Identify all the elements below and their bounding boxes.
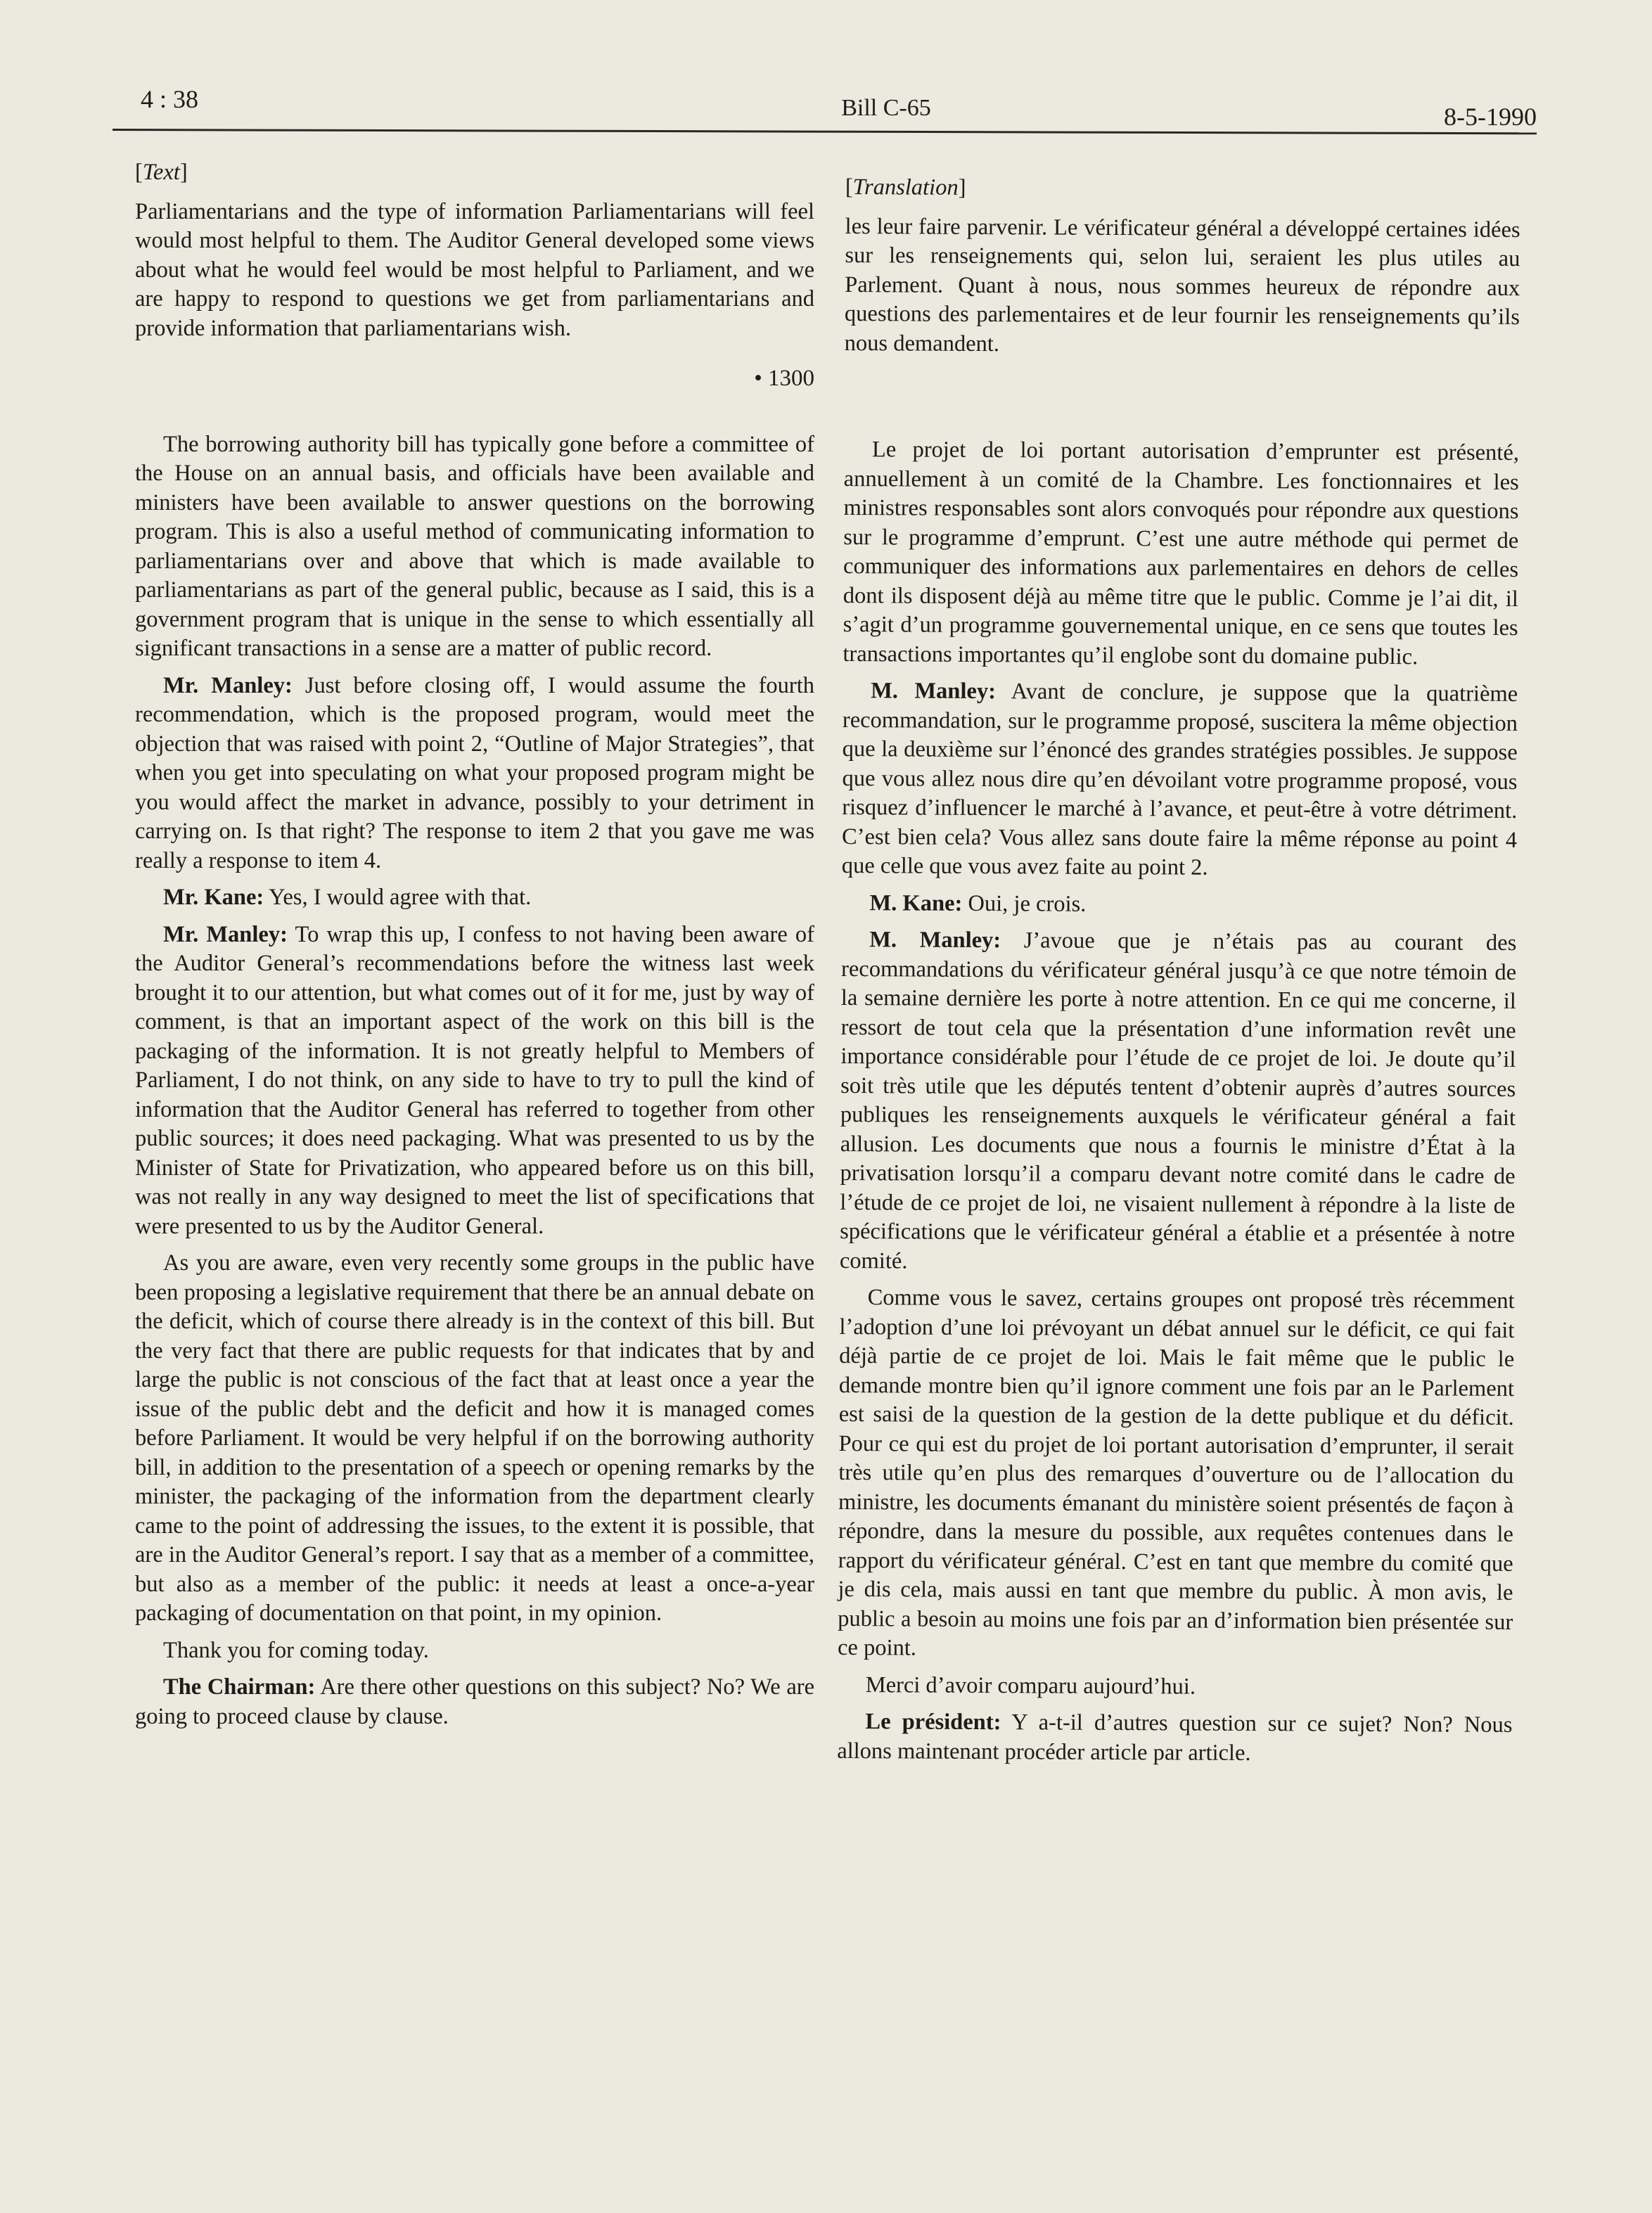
speaker-name: M. Manley: xyxy=(869,927,1001,954)
paragraph: Parliamentarians and the type of information Parliamentarians will feel would most helpful to them. The Auditor General developed some views about what he would feel would be most helpful to Parliament, and we are happy to respond to questions we get from parliamentarians and provide information that parliamentarians wish. xyxy=(135,198,814,341)
paragraph: The borrowing authority bill has typically gone before a committee of the House on an annual basis, and officials have been available and ministers have been available to answer questions on the borrowing program. This is also a useful method of communicating information to parliamentarians over and above that which is made available to parliamentarians as part of the general public, because as I said, this is a government program that is unique in the sense to which essentially all significant transactions in a sense are a matter of public record. xyxy=(135,431,814,661)
paragraph: The Chairman: Are there other questions on this subject? No? We are going to proceed clause by clause. xyxy=(135,1674,814,1729)
paragraph: Le projet de loi portant autorisation d’emprunter est présenté, annuellement à un comité de la Chambre. Les fonctionnaires et les ministres responsables sont alors convoqués pour répondre aux questions sur le programme d’emprunt. C’est une autre méthode qui permet de communiquer des informations aux parlementaires en dehors de celles dont ils disposent déjà au même titre que le public. Comme je l’ai dit, il s’agit d’un programme gouvernemental unique, en ce sens que toutes les transactions importantes qu’il englobe sont du domaine public. xyxy=(843,437,1520,669)
header-rule xyxy=(113,129,1537,134)
speaker-name: Mr. Manley: xyxy=(163,672,293,698)
speaker-name: The Chairman: xyxy=(163,1674,316,1700)
header-date: 8-5-1990 xyxy=(1444,103,1537,131)
column-gap xyxy=(844,366,1520,439)
paragraph: Le président: Y a-t-il d’autres question sur ce sujet? Non? Nous allons maintenant procéder article par article. xyxy=(837,1709,1513,1766)
paragraph: As you are aware, even very recently some groups in the public have been proposing a legislative requirement that there be an annual debate on the deficit, which of course there already is in the context of this bill. But the very fact that there are public requests for that indicates that by and large the public is not conscious of the fact that at least once a year the issue of the public debt and the deficit and how it is managed comes before Parliament. It would be very helpful if on the borrowing authority bill, in addition to the presentation of a speech or opening remarks by the minister, the packaging of the information from the department clearly came to the point of addressing the issues, to the extent it is possible, that are in the Auditor General’s report. I say that as a member of a committee, but also as a member of the public: it needs at least a once-a-year packaging of documentation on that point, in my opinion. xyxy=(135,1250,814,1626)
speaker-name: Le président: xyxy=(865,1709,1001,1736)
paragraph: Mr. Manley: To wrap this up, I confess to not having been aware of the Auditor General’s recommendations before the witness last week brought it to our attention, but what comes out of it for me, just by way of comment, is that an important aspect of the work on this bill is the packaging of the information. It is not greatly helpful to Members of Parliament, I do not think, on any side to have to try to pull the kind of information that the Auditor General has referred to together from other public sources; it does need packaging. What was presented to us by the Minister of State for Privatization, who appeared before us on this bill, was not really in any way designed to meet the list of specifications that were presented to us by the Auditor General. xyxy=(135,921,814,1239)
page-header xyxy=(113,74,1537,134)
paragraph: Comme vous le savez, certains groupes ont proposé très récemment l’adoption d’une loi prévoyant un débat annuel sur le déficit, ce qui fait déjà partie de ce projet de loi. Mais le fait même que le public le demande montre bien qu’il ignore comment une fois par an le Parlement est saisi de la question de la gestion de la dette publique et du déficit. Pour ce qui est du projet de loi portant autorisation d’emprunter, il serait très utile qu’en plus des remarques d’ouverture ou de l’allocation du ministre, les documents émanant du ministère soient présentés de façon à répondre, dans la mesure du possible, aux requêtes contenues dans le rapport du vérificateur général. C’est en tant que membre du comité que je dis cela, mais aussi en tant que membre du public. À mon avis, le public a besoin au moins une fois par an d’information bien présentée sur ce point. xyxy=(837,1285,1515,1661)
paragraph: M. Kane: Oui, je crois. xyxy=(869,890,1087,917)
speaker-name: Mr. Manley: xyxy=(163,921,288,947)
french-column xyxy=(837,173,1520,1777)
timestamp: • 1300 xyxy=(754,366,814,391)
paragraph: Mr. Kane: Yes, I would agree with that. xyxy=(163,885,532,910)
speaker-name: Mr. Kane: xyxy=(163,885,264,910)
speaker-name: M. Manley: xyxy=(871,678,997,705)
translation-tag: [Translation] xyxy=(845,174,966,200)
paragraph: M. Manley: J’avoue que je n’étais pas au courant des recommandations du vérificateur général jusqu’à ce que notre témoin de la semaine dernière les porte à notre attention. En ce qui me concerne, il ressort de tout cela que la présentation d’une information revêt une importance considérable pour l’étude de ce projet de loi. Je doute qu’il soit très utile que les députés tentent d’obtenir auprès d’autres sources publiques les renseignements auxquels le vérificateur général a fait allusion. Les documents que nous a fournis le ministre d’État à la privatisation lorsqu’il a comparu devant notre comité dans le cadre de l’étude de ce projet de loi, ne visaient nullement à répondre à la liste de spécifications que le vérificateur général a établie et a présentée à notre comité. xyxy=(839,927,1517,1274)
english-column xyxy=(135,158,814,1739)
paragraph: les leur faire parvenir. Le vérificateur général a développé certaines idées sur les renseignements qui, selon lui, seraient les plus utiles au Parlement. Quant à nous, nous sommes heureux de répondre aux questions des parlementaires et de leur fournir les renseignements qu’ils nous demandent. xyxy=(844,213,1520,357)
paragraph: Mr. Manley: Just before closing off, I would assume the fourth recommendation, which is the proposed program, would meet the objection that was raised with point 2, “Outline of Major Strategies”, that when you get into speculating on what your proposed program might be you would affect the market in advance, possibly to your detriment in carrying on. Is that right? The response to item 2 that you gave me was really a response to item 4. xyxy=(135,672,815,873)
bill-title: Bill C-65 xyxy=(841,95,931,121)
speaker-name: M. Kane: xyxy=(869,890,963,916)
paragraph: Merci d’avoir comparu aujourd’hui. xyxy=(865,1672,1196,1700)
paragraph: M. Manley: Avant de conclure, je suppose que la quatrième recommandation, sur le programme proposé, suscitera la même objection que la deuxième sur l’énoncé des grandes stratégies possibles. Je suppose que vous allez nous dire qu’en dévoilant votre programme proposé, vous risquez d’influencer le marché à l’avance, et peut-être à votre détriment. C’est bien cela? Vous allez sans doute faire la même réponse au point 4 que celle que vous avez faite au point 2. xyxy=(841,678,1518,880)
page-number: 4 : 38 xyxy=(141,85,199,113)
paragraph: Thank you for coming today. xyxy=(163,1637,429,1663)
text-tag: [Text] xyxy=(135,160,188,185)
